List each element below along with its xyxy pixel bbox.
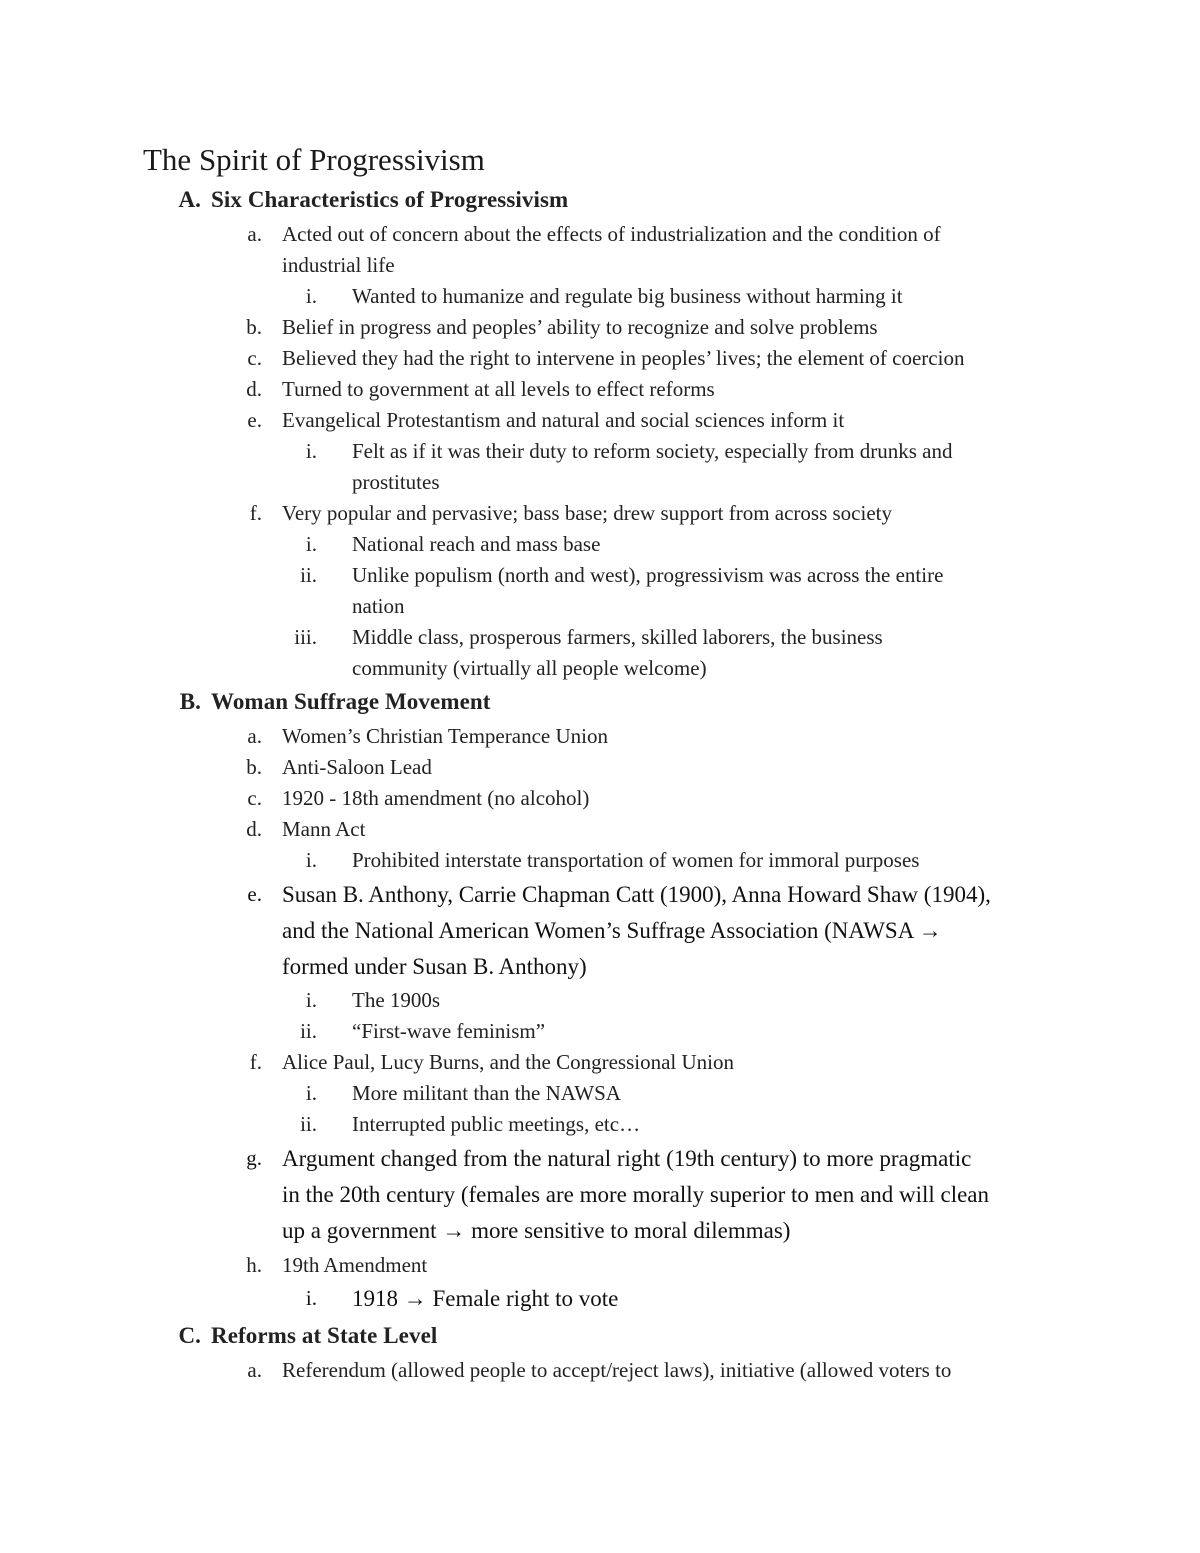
list-marker: g. bbox=[246, 1146, 262, 1170]
list-text: community (virtually all people welcome) bbox=[352, 656, 707, 680]
list-text: The 1900s bbox=[352, 988, 441, 1012]
list-text: Susan B. Anthony, Carrie Chapman Catt (1900), Anna Howard Shaw (1904), bbox=[282, 882, 991, 907]
list-text: in the 20th century (females are more morally superior to men and will clean bbox=[282, 1182, 990, 1207]
list-marker: f. bbox=[249, 501, 262, 525]
list-text: 1920 - 18th amendment (no alcohol) bbox=[282, 786, 590, 810]
list-text: Referendum (allowed people to accept/reject laws), initiative (allowed voters to bbox=[282, 1358, 952, 1382]
list-text: up a government → more sensitive to moral dilemmas) bbox=[282, 1218, 791, 1243]
section-title: Woman Suffrage Movement bbox=[211, 689, 491, 714]
list-text: Mann Act bbox=[282, 817, 366, 841]
list-text: Unlike populism (north and west), progressivism was across the entire bbox=[352, 563, 944, 587]
list-marker: i. bbox=[305, 284, 317, 308]
list-marker: ii. bbox=[300, 1019, 317, 1043]
section-marker: C. bbox=[178, 1323, 201, 1348]
section-marker: B. bbox=[179, 689, 201, 714]
list-marker: e. bbox=[247, 408, 262, 432]
list-marker: b. bbox=[246, 755, 262, 779]
list-marker: d. bbox=[246, 817, 262, 841]
list-text: Prohibited interstate transportation of women for immoral purposes bbox=[352, 848, 920, 872]
list-marker: c. bbox=[247, 786, 262, 810]
list-marker: i. bbox=[305, 1081, 317, 1105]
list-text: Acted out of concern about the effects of industrialization and the condition of bbox=[282, 222, 941, 246]
list-text: Belief in progress and peoples’ ability to recognize and solve problems bbox=[282, 315, 878, 339]
list-marker: e. bbox=[247, 882, 262, 906]
list-marker: iii. bbox=[294, 625, 317, 649]
list-marker: f. bbox=[249, 1050, 262, 1074]
list-text: Argument changed from the natural right (19th century) to more pragmatic bbox=[282, 1146, 972, 1171]
list-text: Interrupted public meetings, etc… bbox=[352, 1112, 641, 1136]
list-text: Turned to government at all levels to effect reforms bbox=[282, 377, 715, 401]
list-text: industrial life bbox=[282, 253, 395, 277]
list-text: National reach and mass base bbox=[352, 532, 601, 556]
section-marker: A. bbox=[178, 187, 201, 212]
list-text: Alice Paul, Lucy Burns, and the Congressional Union bbox=[282, 1050, 735, 1074]
list-text: “First-wave feminism” bbox=[352, 1019, 546, 1043]
page-title: The Spirit of Progressivism bbox=[143, 142, 485, 177]
list-marker: a. bbox=[247, 222, 262, 246]
list-marker: i. bbox=[305, 988, 317, 1012]
list-marker: a. bbox=[247, 1358, 262, 1382]
list-text: Felt as if it was their duty to reform society, especially from drunks and bbox=[352, 439, 953, 463]
list-text: prostitutes bbox=[352, 470, 440, 494]
list-marker: c. bbox=[247, 346, 262, 370]
list-marker: d. bbox=[246, 377, 262, 401]
list-marker: i. bbox=[305, 532, 317, 556]
list-text: Very popular and pervasive; bass base; drew support from across society bbox=[282, 501, 892, 525]
list-marker: h. bbox=[246, 1253, 262, 1277]
list-text: Believed they had the right to intervene in peoples’ lives; the element of coercion bbox=[282, 346, 965, 370]
list-text: Wanted to humanize and regulate big business without harming it bbox=[352, 284, 903, 308]
list-text: Evangelical Protestantism and natural and social sciences inform it bbox=[282, 408, 845, 432]
list-text: Women’s Christian Temperance Union bbox=[282, 724, 608, 748]
list-text: nation bbox=[352, 594, 405, 618]
list-marker: i. bbox=[305, 848, 317, 872]
list-marker: i. bbox=[305, 439, 317, 463]
list-marker: b. bbox=[246, 315, 262, 339]
list-text: Middle class, prosperous farmers, skilled laborers, the business bbox=[352, 625, 883, 649]
list-text: and the National American Women’s Suffrage Association (NAWSA → bbox=[282, 918, 942, 943]
list-text: 19th Amendment bbox=[282, 1253, 428, 1277]
section-title: Reforms at State Level bbox=[211, 1323, 438, 1348]
list-text: Anti-Saloon Lead bbox=[282, 755, 432, 779]
list-text: formed under Susan B. Anthony) bbox=[282, 954, 587, 979]
list-marker: ii. bbox=[300, 563, 317, 587]
list-text: More militant than the NAWSA bbox=[352, 1081, 621, 1105]
list-marker: ii. bbox=[300, 1112, 317, 1136]
list-marker: i. bbox=[305, 1286, 317, 1310]
list-marker: a. bbox=[247, 724, 262, 748]
list-text: 1918 → Female right to vote bbox=[352, 1286, 619, 1311]
section-title: Six Characteristics of Progressivism bbox=[211, 187, 569, 212]
